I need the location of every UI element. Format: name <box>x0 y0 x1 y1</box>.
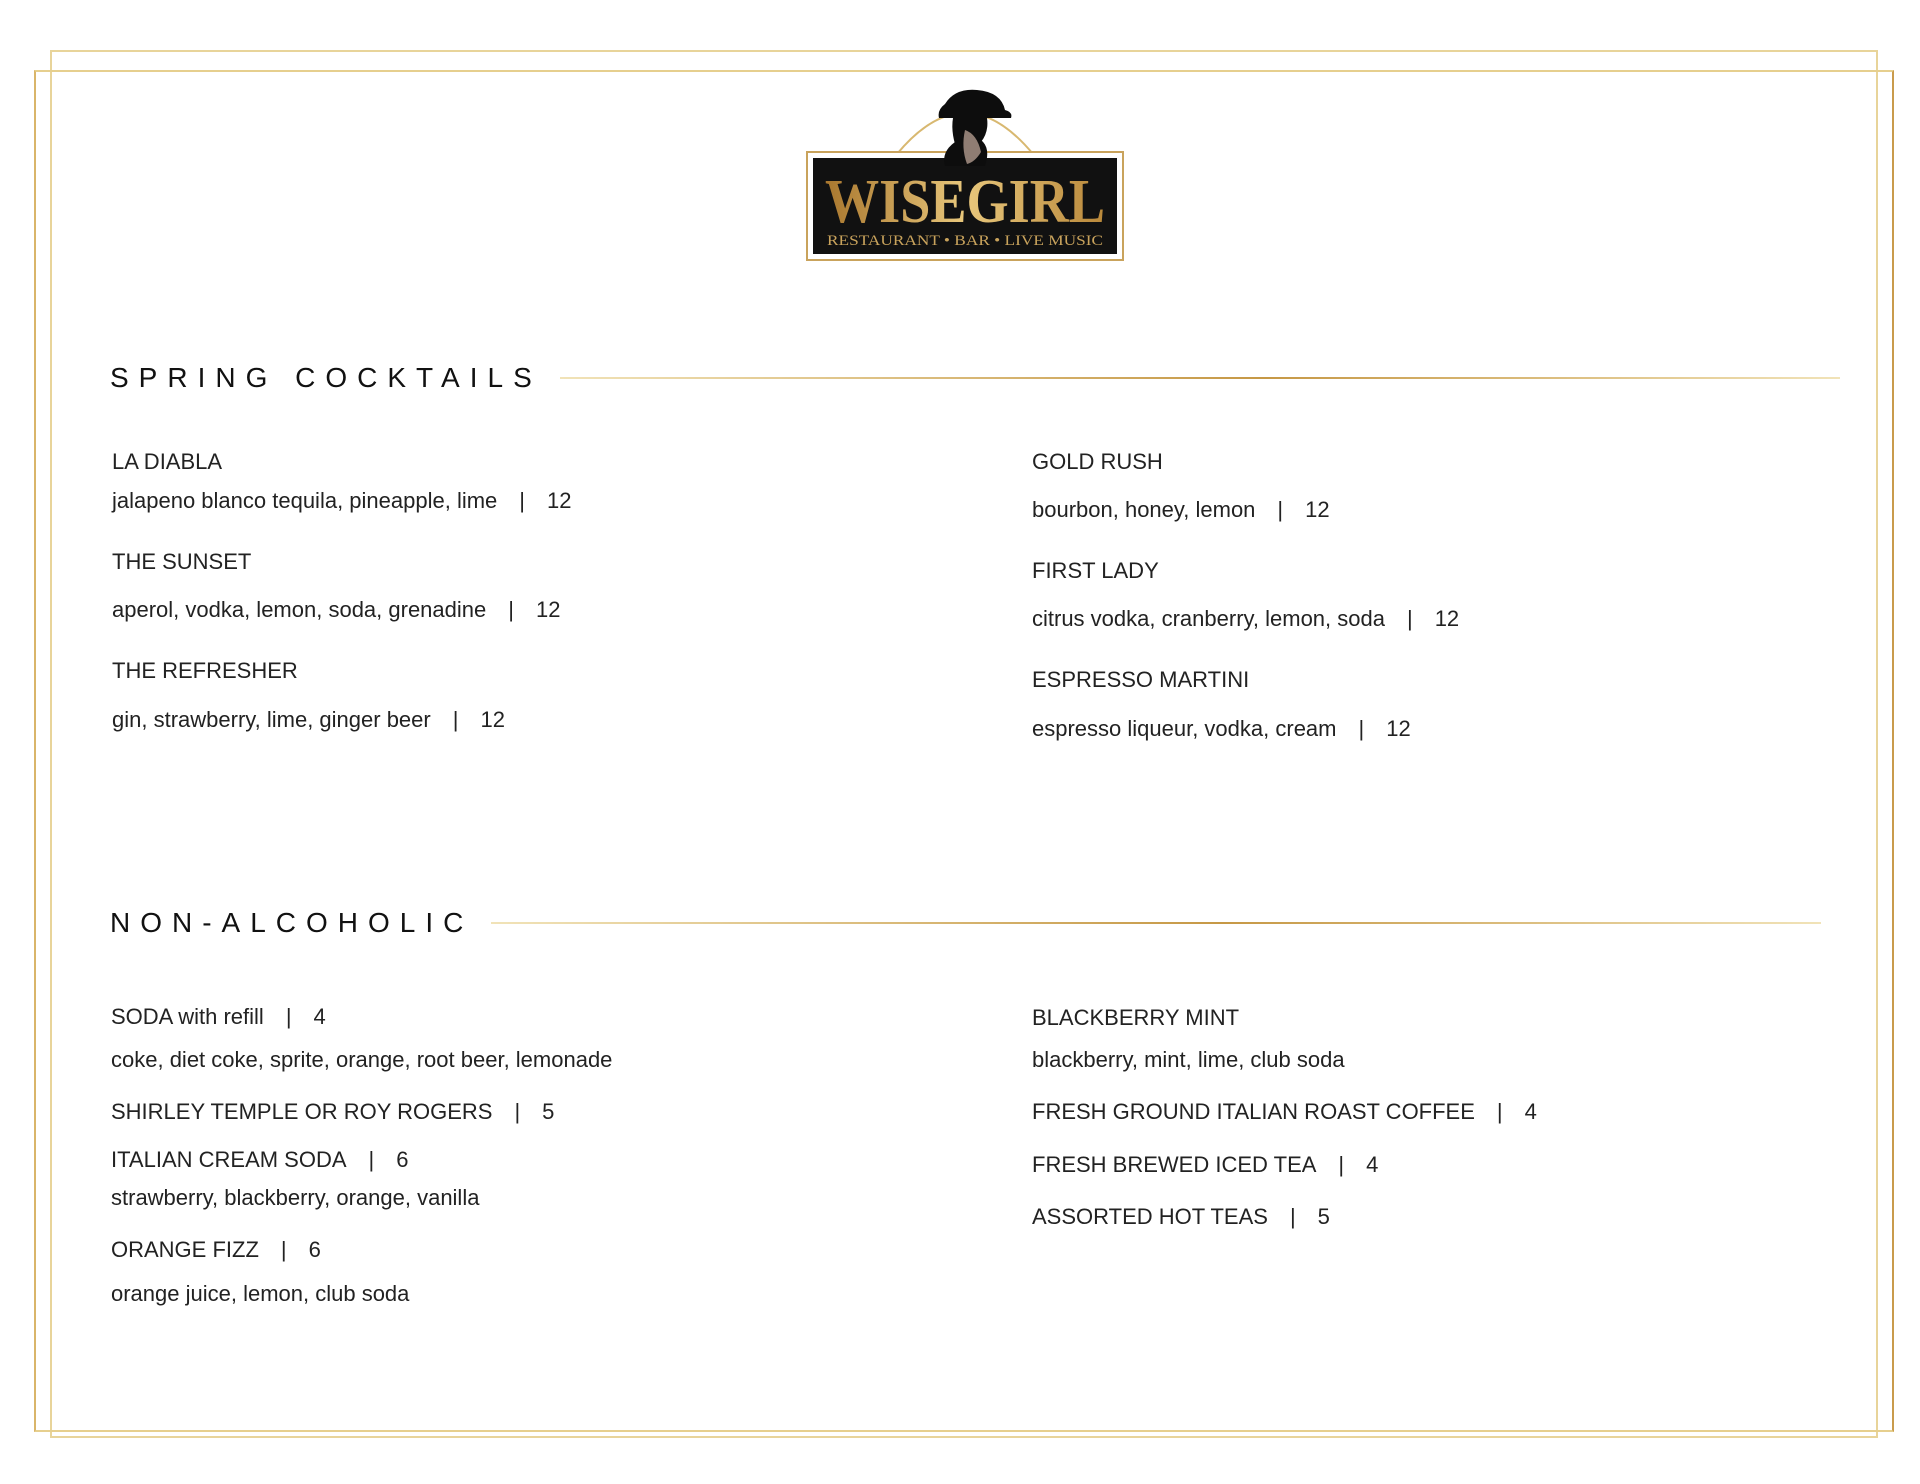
price: 4 <box>1366 1152 1379 1177</box>
menu-item-desc <box>1032 1047 1345 1073</box>
price: 12 <box>1386 716 1411 741</box>
menu-text: FRESH BREWED ICED TEA <box>1032 1152 1317 1177</box>
menu-text: SHIRLEY TEMPLE OR ROY ROGERS <box>111 1099 493 1124</box>
menu-item-desc <box>1032 716 1411 742</box>
menu-text: strawberry, blackberry, orange, vanilla <box>111 1185 480 1210</box>
menu-text: THE REFRESHER <box>112 658 298 683</box>
menu-text: aperol, vodka, lemon, soda, grenadine <box>112 597 487 622</box>
menu-item-name <box>112 658 298 684</box>
menu-text: ASSORTED HOT TEAS <box>1032 1204 1268 1229</box>
separator: | <box>1277 497 1284 522</box>
menu-item-name <box>1032 1204 1330 1230</box>
menu-text: coke, diet coke, sprite, orange, root beer, lemonade <box>111 1047 613 1072</box>
menu-text: ITALIAN CREAM SODA <box>111 1147 347 1172</box>
separator: | <box>1496 1099 1503 1124</box>
price: 6 <box>396 1147 409 1172</box>
menu-item-name <box>112 549 251 575</box>
section-rule <box>491 922 1821 924</box>
non-alcoholic-header <box>110 907 1821 939</box>
separator: | <box>1406 606 1413 631</box>
price: 5 <box>1317 1204 1330 1229</box>
menu-item-name <box>1032 558 1159 584</box>
menu-text: GOLD RUSH <box>1032 449 1163 474</box>
price: 4 <box>1524 1099 1537 1124</box>
price: 6 <box>308 1237 321 1262</box>
inner-frame <box>34 70 1894 1432</box>
separator: | <box>285 1004 292 1029</box>
menu-text: SODA with refill <box>111 1004 264 1029</box>
separator: | <box>519 488 525 513</box>
separator: | <box>452 707 459 732</box>
cocktails-header <box>110 362 1840 394</box>
separator: | <box>514 1099 521 1124</box>
menu-text: ESPRESSO MARTINI <box>1032 667 1250 692</box>
price: 4 <box>313 1004 326 1029</box>
section-title-cocktails: SPRING COCKTAILS <box>110 362 542 393</box>
menu-item-name <box>1032 449 1163 475</box>
separator: | <box>1358 716 1365 741</box>
menu-item-name <box>1032 1099 1537 1125</box>
menu-text: citrus vodka, cranberry, lemon, soda <box>1032 606 1385 631</box>
menu-item-desc <box>112 488 571 514</box>
menu-item-desc <box>111 1047 612 1073</box>
menu-text: espresso liqueur, vodka, cream <box>1032 716 1337 741</box>
menu-text: gin, strawberry, lime, ginger beer <box>112 707 431 732</box>
price: 12 <box>1305 497 1330 522</box>
menu-text: bourbon, honey, lemon <box>1032 497 1256 522</box>
menu-item-name <box>1032 1005 1239 1031</box>
menu-text: ORANGE FIZZ <box>111 1237 259 1262</box>
menu-item-desc <box>1032 606 1459 632</box>
menu-item-desc <box>112 597 560 623</box>
wisegirl-logo <box>805 82 1125 262</box>
menu-item-desc <box>111 1185 479 1211</box>
menu-item-name <box>111 1237 321 1263</box>
menu-item-name <box>111 1004 326 1030</box>
menu-item-name <box>112 449 222 475</box>
price: 12 <box>535 597 561 622</box>
menu-text: blackberry, mint, lime, club soda <box>1032 1047 1345 1072</box>
separator: | <box>1338 1152 1345 1177</box>
menu-item-desc <box>112 707 505 733</box>
separator: | <box>280 1237 287 1262</box>
menu-item-name <box>1032 667 1249 693</box>
price: 12 <box>480 707 505 732</box>
menu-text: THE SUNSET <box>112 549 252 574</box>
menu-text: jalapeno blanco tequila, pineapple, lime <box>112 488 498 513</box>
section-title-non-alcoholic: NON-ALCOHOLIC <box>110 907 474 938</box>
menu-text: orange juice, lemon, club soda <box>111 1281 410 1306</box>
menu-item-name <box>111 1099 554 1125</box>
menu-text: BLACKBERRY MINT <box>1032 1005 1240 1030</box>
price: 5 <box>542 1099 555 1124</box>
menu-text: LA DIABLA <box>112 449 223 474</box>
menu-item-name <box>1032 1152 1378 1178</box>
section-rule <box>560 377 1840 379</box>
price: 12 <box>547 488 572 513</box>
separator: | <box>368 1147 375 1172</box>
logo-tagline: RESTAURANT • BAR • LIVE MUSIC <box>827 233 1103 249</box>
menu-item-name <box>111 1147 409 1173</box>
separator: | <box>1289 1204 1296 1229</box>
price: 12 <box>1434 606 1460 631</box>
separator: | <box>508 597 514 622</box>
menu-text: FIRST LADY <box>1032 558 1159 583</box>
logo-wordmark: WISEGIRL <box>825 168 1105 236</box>
menu-text: FRESH GROUND ITALIAN ROAST COFFEE <box>1032 1099 1475 1124</box>
menu-item-desc <box>1032 497 1330 523</box>
menu-item-desc <box>111 1281 409 1307</box>
